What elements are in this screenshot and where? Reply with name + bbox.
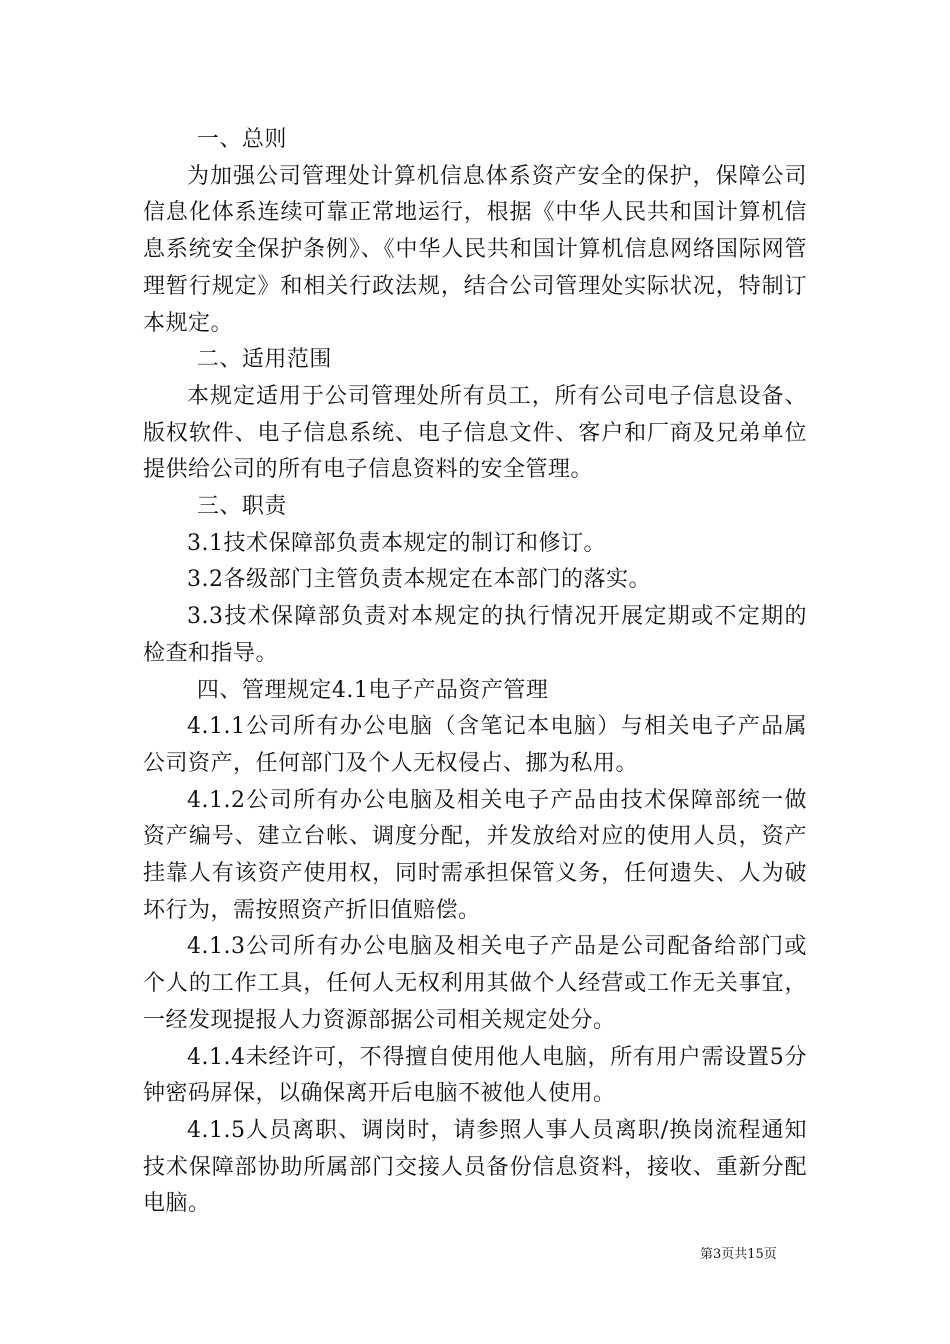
paragraph-4-1-3: 4.1.3公司所有办公电脑及相关电子产品是公司配备给部门或个人的工作工具，任何人无权利用其做个人经营或工作无关事宜，一经发现提报人力资源部据公司相关规定处分。 bbox=[143, 934, 807, 1033]
paragraph-4-1-5: 4.1.5人员离职、调岗时，请参照人事人员离职/换岗流程通知技术保障部协助所属部门交接人员备份信息资料，接收、重新分配电脑。 bbox=[143, 1117, 807, 1217]
section-heading-scope: 二、适用范围 bbox=[196, 347, 332, 373]
paragraph-purpose: 为加强公司管理处计算机信息体系资产安全的保护，保障公司信息化体系连续可靠正常地运行，根据《中华人民共和国计算机信息系统安全保护条例》、《中华人民共和国计算机信息网络国际网管理暂行规定》和相关行政法规，结合公司管理处实际状况，特制订本规定。 bbox=[143, 163, 807, 336]
paragraph-4-1-1: 4.1.1公司所有办公电脑（含笔记本电脑）与相关电子产品属公司资产，任何部门及个人无权侵占、挪为私用。 bbox=[143, 714, 807, 776]
paragraph-3-2: 3.2各级部门主管负责本规定在本部门的落实。 bbox=[187, 567, 651, 593]
document-body bbox=[143, 122, 807, 1223]
section-heading-general: 一、总则 bbox=[196, 127, 287, 152]
section-heading-responsibilities: 三、职责 bbox=[196, 494, 287, 520]
paragraph-4-1-4: 4.1.4未经许可，不得擅自使用他人电脑，所有用户需设置5分钟密码屏保，以确保离开后电脑不被他人使用。 bbox=[143, 1044, 807, 1107]
page-number-footer: 第3页共15页 bbox=[700, 1247, 777, 1262]
paragraph-4-1-2: 4.1.2公司所有办公电脑及相关电子产品由技术保障部统一做资产编号、建立台帐、调度分配，并发放给对应的使用人员，资产挂靠人有该资产使用权，同时需承担保管义务，任何遗失、人为破坏行为，需按照资产折旧值赔偿。 bbox=[143, 787, 807, 923]
paragraph-3-1: 3.1技术保障部负责本规定的制订和修订。 bbox=[187, 530, 606, 556]
paragraph-3-3: 3.3技术保障部负责对本规定的执行情况开展定期或不定期的检查和指导。 bbox=[143, 604, 807, 666]
paragraph-scope: 本规定适用于公司管理处所有员工，所有公司电子信息设备、版权软件、电子信息系统、电子信息文件、客户和厂商及兄弟单位提供给公司的所有电子信息资料的安全管理。 bbox=[143, 383, 807, 483]
section-heading-management: 四、管理规定4.1电子产品资产管理 bbox=[196, 677, 549, 703]
